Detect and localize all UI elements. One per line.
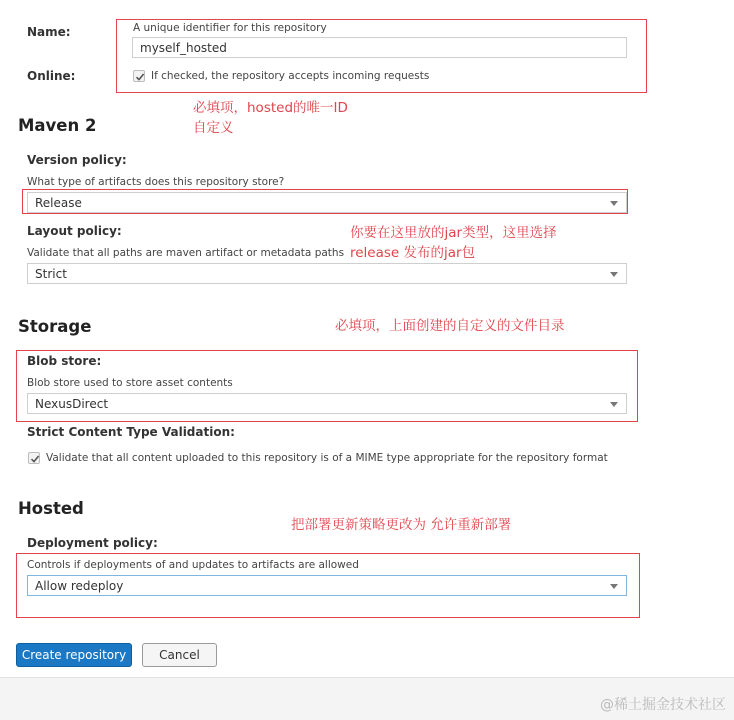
annotation-note-name xyxy=(193,98,348,138)
version-policy-help: What type of artifacts does this repository store? xyxy=(27,176,285,188)
name-label: Name: xyxy=(27,25,71,39)
name-help: A unique identifier for this repository xyxy=(133,22,327,34)
blob-store-select[interactable]: NexusDirect xyxy=(27,393,627,414)
annotation-box-deployment-policy xyxy=(16,553,640,618)
hosted-section-title: Hosted xyxy=(18,499,84,518)
layout-policy-select[interactable]: Strict xyxy=(27,263,627,284)
storage-section-title: Storage xyxy=(18,317,92,336)
annotation-note-name-line1: 必填项，hosted的唯一ID xyxy=(193,100,348,116)
annotation-box-blob-store xyxy=(16,350,638,422)
deployment-policy-select[interactable]: Allow redeploy xyxy=(27,575,627,596)
version-policy-label: Version policy: xyxy=(27,153,127,167)
layout-policy-help: Validate that all paths are maven artifact or metadata paths xyxy=(27,247,345,259)
layout-policy-label: Layout policy: xyxy=(27,224,122,238)
strict-content-text: Validate that all content uploaded to this repository is of a MIME type appropriate for the repository format xyxy=(46,452,608,464)
online-checkbox-text: If checked, the repository accepts incoming requests xyxy=(151,70,430,82)
cancel-button[interactable]: Cancel xyxy=(142,643,217,667)
annotation-box-name xyxy=(116,19,647,93)
annotation-note-version-line2: release 发布的jar包 xyxy=(350,245,476,261)
version-policy-select[interactable]: Release xyxy=(27,192,627,213)
annotation-box-version-policy xyxy=(22,189,628,214)
maven2-section-title: Maven 2 xyxy=(18,116,97,135)
blob-store-label: Blob store: xyxy=(27,354,102,368)
watermark: @稀土掘金技术社区 xyxy=(600,697,726,713)
create-repository-button[interactable]: Create repository xyxy=(16,643,132,667)
annotation-note-hosted: 把部署更新策略更改为 允许重新部署 xyxy=(291,517,512,533)
online-label: Online: xyxy=(27,69,76,83)
annotation-note-storage: 必填项，上面创建的自定义的文件目录 xyxy=(335,318,565,334)
annotation-note-version-line1: 你要在这里放的jar类型，这里选择 xyxy=(350,225,557,241)
annotation-note-name-line2: 自定义 xyxy=(193,120,234,136)
deployment-policy-help: Controls if deployments of and updates to artifacts are allowed xyxy=(27,559,359,571)
deployment-policy-label: Deployment policy: xyxy=(27,536,158,550)
name-input[interactable]: myself_hosted xyxy=(132,37,627,58)
strict-content-label: Strict Content Type Validation: xyxy=(27,425,235,439)
annotation-note-version xyxy=(350,223,557,263)
blob-store-help: Blob store used to store asset contents xyxy=(27,377,233,389)
check-icon xyxy=(29,453,41,465)
strict-content-checkbox[interactable] xyxy=(28,452,40,464)
